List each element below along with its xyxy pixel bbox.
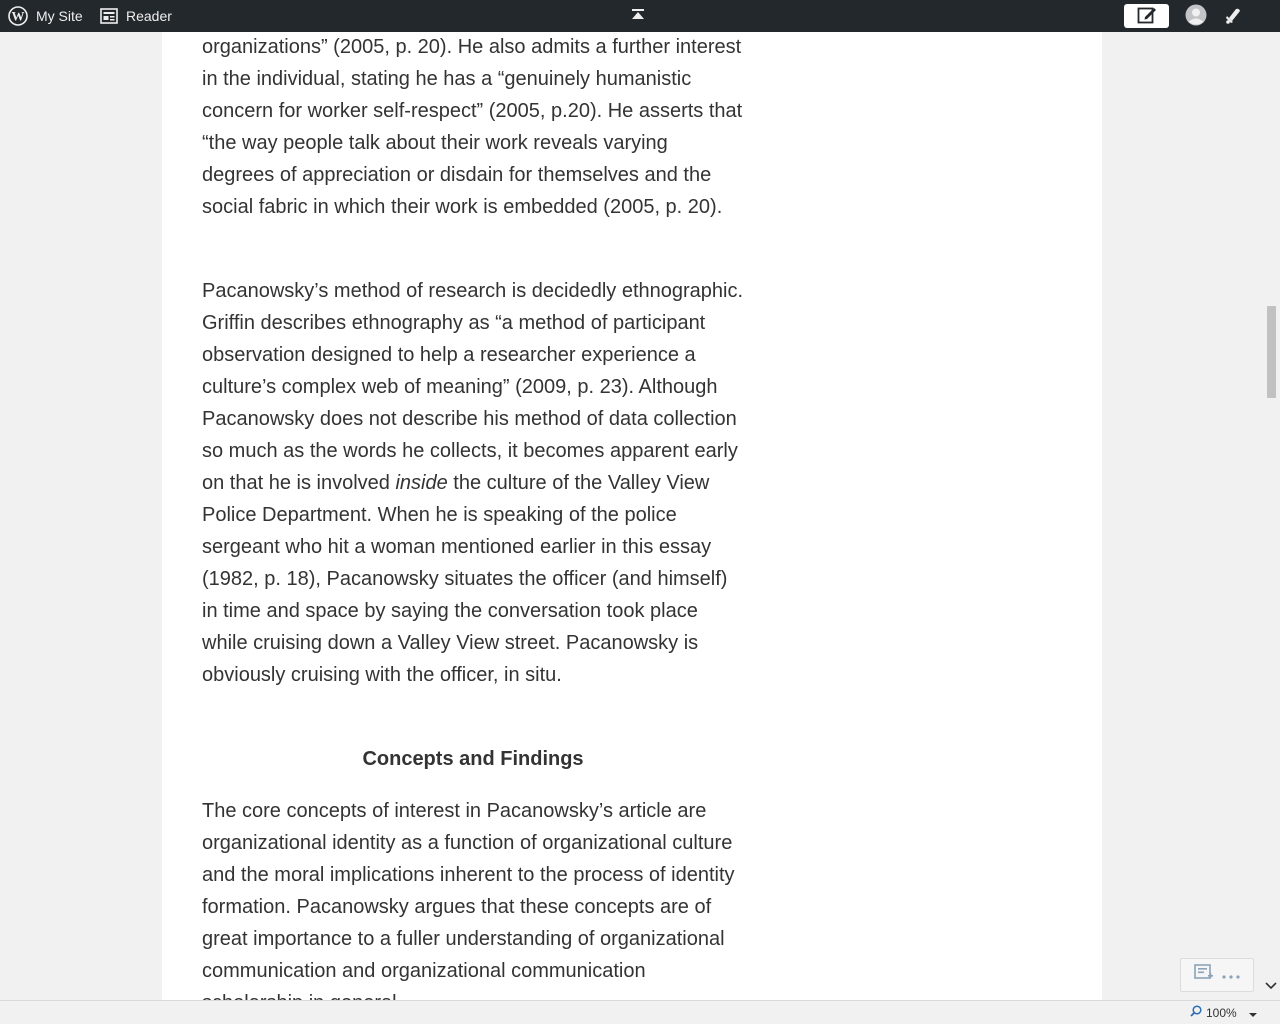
browser-status-bar (0, 1000, 1280, 1024)
scroll-down-button[interactable] (1265, 980, 1277, 992)
admin-bar (0, 0, 1280, 32)
reader-icon (100, 8, 118, 24)
post-page (162, 32, 1102, 1000)
more-options-icon[interactable] (1222, 966, 1240, 984)
svg-text:W: W (11, 8, 25, 24)
paragraph-2-text-end: the culture of the Valley View Police Department. When he is speaking of the police sergeant who hit a woman mentioned earlier in this essay (1982, p. 18), Pacanowsky situates the officer (and himself) in time and space by saying the conversation took place while cruising down a Valley View street. Pacanowsky is obviously cruising with the officer, in situ. (202, 472, 728, 686)
my-site-button[interactable] (8, 0, 83, 32)
notifications-bell-icon (1224, 5, 1244, 28)
zoom-magnifier-icon (1190, 1005, 1202, 1020)
chevron-down-icon (1265, 977, 1277, 995)
notifications-button[interactable] (1224, 0, 1244, 32)
vertical-scrollbar[interactable] (1263, 32, 1280, 1000)
paragraph-3: The core concepts of interest in Pacanowsky’s article are organizational identity as a function of organizational culture and the moral implications inherent to the process of identity formation. Pacanowsky argues that these concepts are of great importance to a fuller understanding of organizational communication and organizational communication (202, 800, 735, 982)
edit-pencil-icon (1137, 6, 1157, 27)
avatar-icon (1185, 4, 1207, 29)
zoom-dropdown-icon[interactable] (1248, 1007, 1258, 1021)
paragraph-1: organizations” (2005, p. 20). He also admits a further interest in the individual, stating he has a “genuinely humanistic concern for worker self-respect” (2005, p.20). He asserts that “the way people talk about their work reveals varying degrees of appreciation or disdain for themselves and the social fabric in which their work is embedded (2005, p. 20). (202, 36, 743, 218)
collapse-up-icon (630, 8, 646, 25)
paragraph-2-text-start: Pacanowsky’s method of research is decidedly ethnographic. Griffin describes ethnography as “a method of participant observation designed to help a researcher experience a culture’s complex web of meaning” (2009, p. 23). Although Pacanowsky does not describe his method of data collection so much as the words he collects, it becomes apparent early on that he is involved (202, 280, 744, 494)
floating-actions-widget[interactable] (1180, 958, 1254, 992)
paragraph-2-italic: inside (395, 472, 448, 494)
paragraph-2 (202, 275, 744, 691)
my-site-label: My Site (36, 8, 83, 24)
zoom-control[interactable] (1190, 1005, 1237, 1020)
write-post-button[interactable] (1124, 4, 1169, 28)
wordpress-logo-icon (8, 6, 28, 26)
zoom-level: 100% (1206, 1005, 1237, 1020)
reader-label: Reader (126, 8, 172, 24)
new-post-icon[interactable] (1194, 964, 1214, 987)
scrollbar-thumb[interactable] (1267, 306, 1276, 398)
user-avatar-button[interactable] (1185, 0, 1207, 32)
reader-button[interactable] (100, 0, 172, 32)
scroll-to-top-button[interactable] (630, 0, 646, 32)
section-heading: Concepts and Findings (362, 748, 584, 770)
